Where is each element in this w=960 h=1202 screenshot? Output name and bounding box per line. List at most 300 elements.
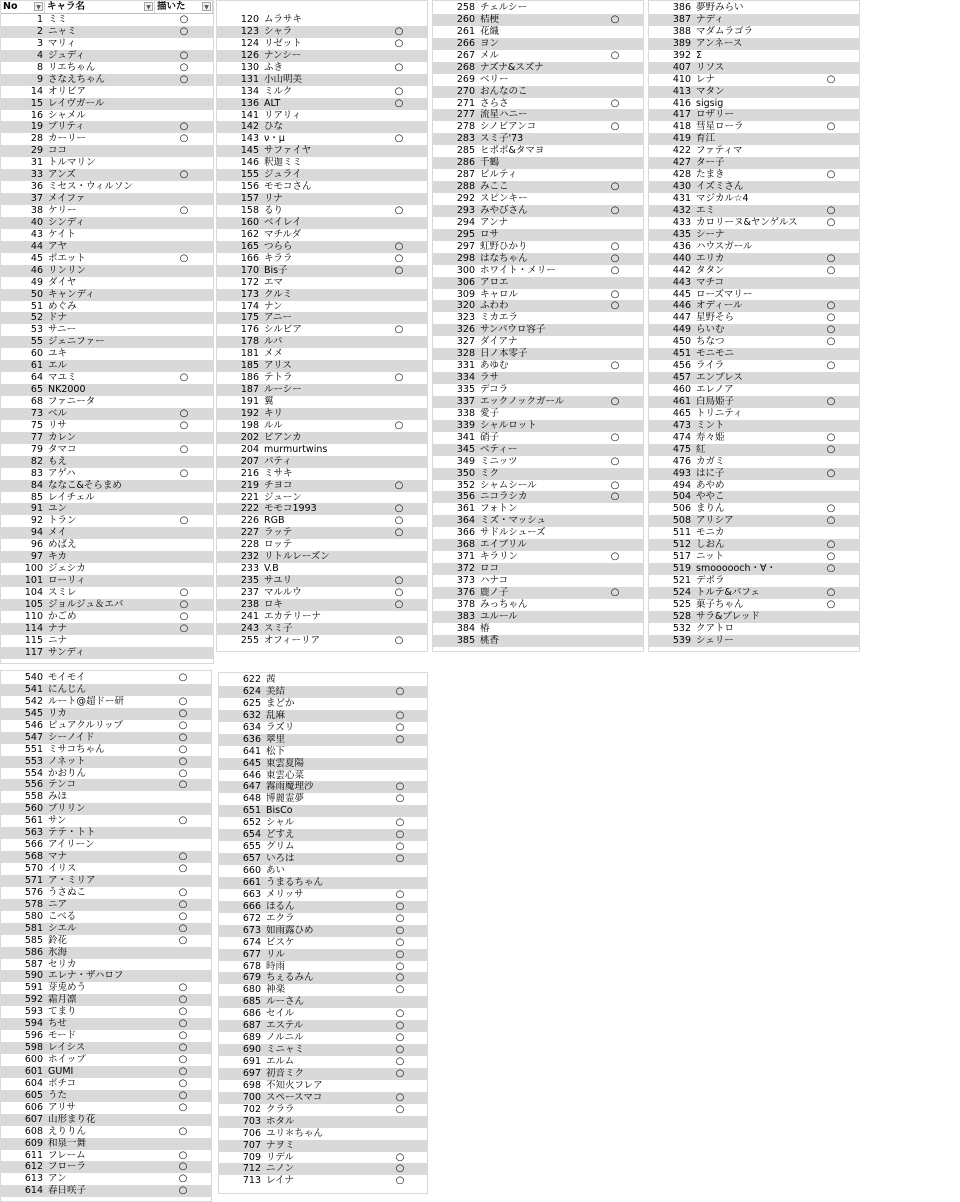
drawn-cell[interactable]	[803, 157, 859, 169]
no-cell[interactable]: 323	[456, 312, 475, 324]
no-cell[interactable]: 703	[242, 1115, 261, 1127]
drawn-cell[interactable]: ○	[395, 1163, 405, 1175]
no-cell[interactable]: 607	[24, 1113, 43, 1125]
name-cell[interactable]: ハウスガール	[696, 240, 753, 252]
name-cell[interactable]: murmurtwins	[264, 443, 328, 455]
table-row[interactable]	[433, 98, 643, 110]
no-cell[interactable]: 241	[240, 610, 259, 622]
table-row[interactable]	[217, 480, 427, 492]
name-cell[interactable]: クララ	[266, 1103, 295, 1115]
no-cell[interactable]: 174	[240, 300, 259, 312]
name-cell[interactable]: いろは	[266, 853, 295, 865]
table-row[interactable]	[219, 829, 427, 841]
name-cell[interactable]: エステル	[266, 1020, 304, 1032]
drawn-cell[interactable]	[155, 265, 213, 277]
name-cell[interactable]: ファニータ	[48, 396, 96, 407]
name-cell[interactable]: ベイレイ	[264, 216, 302, 228]
table-row[interactable]	[1, 312, 213, 324]
table-row[interactable]	[219, 1116, 427, 1128]
drawn-cell[interactable]: ○	[395, 721, 405, 733]
drawn-cell[interactable]: ○	[395, 900, 405, 912]
table-row[interactable]	[433, 74, 643, 86]
table-row[interactable]	[433, 217, 643, 229]
drawn-cell[interactable]: ○	[178, 886, 188, 898]
name-cell[interactable]: シーナ	[696, 228, 725, 240]
name-cell[interactable]: ほるん	[266, 900, 295, 912]
drawn-cell[interactable]	[587, 74, 643, 86]
no-cell[interactable]: 227	[240, 527, 259, 539]
table-row[interactable]	[1, 1102, 211, 1114]
name-cell[interactable]: にんじん	[48, 683, 87, 695]
drawn-cell[interactable]: ○	[394, 85, 404, 97]
name-cell[interactable]: 椿	[480, 622, 490, 634]
table-row[interactable]	[649, 145, 859, 157]
no-cell[interactable]: 261	[456, 25, 475, 37]
drawn-cell[interactable]	[371, 408, 427, 420]
table-row[interactable]	[649, 312, 859, 324]
drawn-cell[interactable]: ○	[826, 515, 836, 527]
table-row[interactable]	[219, 1080, 427, 1092]
name-cell[interactable]: パティ	[264, 455, 292, 467]
no-cell[interactable]: 511	[672, 527, 691, 539]
drawn-cell[interactable]: ○	[179, 14, 189, 25]
no-cell[interactable]: 202	[240, 431, 259, 443]
drawn-cell[interactable]	[155, 312, 213, 324]
no-cell[interactable]: 475	[672, 443, 691, 455]
no-cell[interactable]: 435	[672, 228, 691, 240]
drawn-cell[interactable]: ○	[610, 300, 620, 312]
table-row[interactable]	[217, 98, 427, 110]
no-cell[interactable]: 660	[242, 865, 261, 876]
drawn-cell[interactable]: ○	[395, 984, 405, 996]
no-cell[interactable]: 361	[456, 503, 475, 515]
name-cell[interactable]: ムラサキ	[264, 14, 303, 25]
drawn-cell[interactable]	[587, 372, 643, 384]
drawn-cell[interactable]	[803, 372, 859, 384]
no-cell[interactable]: 285	[456, 145, 475, 157]
no-cell[interactable]: 712	[242, 1163, 261, 1175]
no-cell[interactable]: 82	[30, 455, 43, 467]
no-cell[interactable]: 146	[240, 157, 259, 169]
no-cell[interactable]: 134	[240, 85, 259, 97]
drawn-cell[interactable]	[587, 169, 643, 181]
drawn-cell[interactable]	[803, 384, 859, 396]
drawn-cell[interactable]	[587, 575, 643, 587]
table-row[interactable]	[217, 241, 427, 253]
table-row[interactable]	[219, 1032, 427, 1044]
name-cell[interactable]: オフィーリア	[264, 634, 320, 646]
drawn-column-header[interactable]	[155, 1, 213, 13]
name-cell[interactable]: レイヴガール	[48, 97, 105, 109]
no-cell[interactable]: 19	[30, 121, 43, 133]
drawn-cell[interactable]: ○	[610, 479, 620, 491]
drawn-cell[interactable]	[155, 38, 213, 50]
no-cell[interactable]: 298	[456, 252, 475, 264]
name-cell[interactable]: 茜	[266, 674, 276, 685]
name-cell[interactable]: マチルダ	[264, 228, 302, 240]
drawn-cell[interactable]: ○	[178, 767, 188, 779]
table-row[interactable]	[1, 899, 211, 911]
table-row[interactable]	[433, 121, 643, 133]
drawn-cell[interactable]	[155, 635, 213, 647]
table-row[interactable]	[1, 444, 213, 456]
table-row[interactable]	[1, 14, 213, 26]
no-cell[interactable]: 136	[240, 97, 259, 109]
no-cell[interactable]: 541	[24, 683, 43, 695]
filter-dropdown-icon[interactable]: ▼	[34, 2, 43, 11]
table-row[interactable]	[1, 98, 213, 110]
drawn-cell[interactable]	[587, 229, 643, 241]
name-cell[interactable]: 初音ミク	[266, 1067, 305, 1079]
no-cell[interactable]: 268	[456, 61, 475, 73]
filter-dropdown-icon[interactable]: ▼	[202, 2, 211, 11]
drawn-cell[interactable]: ○	[394, 515, 404, 527]
name-cell[interactable]: 鹿ノ子	[480, 586, 509, 598]
drawn-cell[interactable]	[373, 770, 427, 782]
no-cell[interactable]: 373	[456, 575, 475, 586]
no-cell[interactable]: 173	[240, 288, 259, 300]
name-cell[interactable]: サン	[48, 815, 67, 827]
name-cell[interactable]: ア・ミリア	[48, 874, 96, 886]
name-cell[interactable]: ヒポポ&タマヨ	[480, 145, 545, 157]
table-row[interactable]	[219, 686, 427, 698]
name-cell[interactable]: 翠里	[266, 733, 286, 745]
name-cell[interactable]: テテ・トト	[48, 827, 96, 839]
table-row[interactable]	[217, 289, 427, 301]
drawn-cell[interactable]: ○	[178, 1089, 188, 1101]
drawn-cell[interactable]: ○	[394, 61, 404, 73]
no-cell[interactable]: 417	[672, 109, 691, 121]
drawn-cell[interactable]: ○	[394, 37, 404, 49]
name-cell[interactable]: エカテリーナ	[264, 610, 322, 622]
no-cell[interactable]: 320	[456, 300, 475, 312]
name-cell[interactable]: ホワイト・メリー	[480, 264, 556, 276]
drawn-cell[interactable]	[155, 970, 211, 982]
drawn-cell[interactable]	[155, 157, 213, 169]
no-cell[interactable]: 181	[240, 348, 259, 360]
no-cell[interactable]: 166	[240, 252, 259, 264]
no-cell[interactable]: 598	[24, 1042, 43, 1054]
name-cell[interactable]: モニカ	[696, 527, 725, 539]
name-cell[interactable]: ななこ&そらまめ	[48, 479, 122, 491]
name-cell[interactable]: エルム	[266, 1056, 295, 1067]
name-cell[interactable]: 夢野みらい	[696, 2, 744, 13]
no-cell[interactable]: 115	[24, 634, 43, 646]
table-row[interactable]	[1, 1138, 211, 1150]
drawn-cell[interactable]	[371, 623, 427, 635]
table-row[interactable]	[649, 229, 859, 241]
drawn-cell[interactable]: ○	[178, 898, 188, 910]
drawn-cell[interactable]: ○	[178, 1149, 188, 1161]
drawn-cell[interactable]	[803, 277, 859, 289]
table-row[interactable]	[433, 635, 643, 647]
name-cell[interactable]: ライラ	[696, 360, 725, 372]
no-cell[interactable]: 328	[456, 348, 475, 360]
no-cell[interactable]: 91	[30, 503, 43, 515]
drawn-cell[interactable]	[803, 26, 859, 38]
table-row[interactable]	[433, 193, 643, 205]
name-cell[interactable]: スミレ	[48, 587, 77, 598]
name-cell[interactable]: ジュライ	[264, 169, 302, 181]
drawn-cell[interactable]: ○	[394, 240, 404, 252]
name-cell[interactable]: ニット	[696, 551, 725, 563]
table-row[interactable]	[1, 1030, 211, 1042]
drawn-cell[interactable]: ○	[178, 863, 188, 874]
name-cell[interactable]: ビスケ	[266, 936, 295, 948]
table-row[interactable]	[649, 384, 859, 396]
table-row[interactable]	[649, 109, 859, 121]
drawn-cell[interactable]	[371, 74, 427, 86]
drawn-cell[interactable]: ○	[610, 97, 620, 109]
table-row[interactable]	[219, 841, 427, 853]
name-cell[interactable]: ユン	[48, 503, 68, 515]
name-cell[interactable]: キャンディ	[48, 288, 95, 300]
name-cell[interactable]: ミサコちゃん	[48, 743, 105, 755]
no-cell[interactable]: 145	[240, 145, 259, 157]
table-row[interactable]	[433, 169, 643, 181]
drawn-cell[interactable]: ○	[178, 1065, 188, 1077]
name-cell[interactable]: 神楽	[266, 984, 286, 996]
table-row[interactable]	[1, 1090, 211, 1102]
drawn-cell[interactable]: ○	[394, 264, 404, 276]
table-row[interactable]	[1, 1126, 211, 1138]
no-cell[interactable]: 228	[240, 539, 259, 551]
table-row[interactable]	[219, 1140, 427, 1152]
drawn-cell[interactable]: ○	[179, 133, 189, 145]
no-cell[interactable]: 143	[240, 133, 259, 145]
table-row[interactable]	[1, 86, 213, 98]
name-cell[interactable]: トラン	[48, 515, 77, 527]
drawn-cell[interactable]: ○	[178, 1077, 188, 1089]
no-cell[interactable]: 38	[30, 205, 43, 216]
table-row[interactable]	[219, 758, 427, 770]
no-cell[interactable]: 300	[456, 264, 475, 276]
table-row[interactable]	[1, 62, 213, 74]
drawn-cell[interactable]: ○	[395, 912, 405, 924]
drawn-cell[interactable]	[371, 360, 427, 372]
drawn-cell[interactable]	[373, 1140, 427, 1152]
table-row[interactable]	[649, 62, 859, 74]
name-cell[interactable]: ローズマリー	[696, 288, 753, 300]
table-row[interactable]	[219, 972, 427, 984]
no-cell[interactable]: 288	[456, 181, 475, 193]
no-cell[interactable]: 532	[672, 622, 691, 634]
drawn-cell[interactable]	[155, 527, 213, 539]
drawn-cell[interactable]: ○	[179, 73, 189, 85]
table-row[interactable]	[649, 444, 859, 456]
no-cell[interactable]: 691	[242, 1056, 261, 1067]
no-cell[interactable]: 52	[30, 312, 43, 324]
name-cell[interactable]: つらら	[264, 240, 293, 252]
no-cell[interactable]: 652	[242, 817, 261, 829]
drawn-cell[interactable]	[587, 2, 643, 14]
name-cell[interactable]: フローラ	[48, 1161, 87, 1173]
name-cell[interactable]: メイファ	[48, 193, 86, 205]
no-cell[interactable]: 376	[456, 586, 475, 598]
table-row[interactable]	[217, 336, 427, 348]
no-cell[interactable]: 68	[30, 396, 43, 407]
name-cell[interactable]: テンコ	[48, 779, 77, 791]
no-cell[interactable]: 570	[24, 863, 43, 874]
table-row[interactable]	[1, 623, 213, 635]
name-cell[interactable]: smoooooch・∀・	[696, 563, 777, 575]
table-row[interactable]	[217, 515, 427, 527]
name-cell[interactable]: マルルウ	[264, 587, 302, 598]
drawn-cell[interactable]	[803, 38, 859, 50]
name-cell[interactable]: みここ	[480, 181, 509, 193]
name-cell[interactable]: はに子	[696, 467, 725, 479]
drawn-cell[interactable]	[155, 456, 213, 468]
table-row[interactable]	[1, 1054, 211, 1066]
no-cell[interactable]: 493	[672, 467, 691, 479]
name-cell[interactable]: ホタル	[266, 1115, 295, 1127]
no-cell[interactable]: 554	[24, 767, 43, 779]
drawn-cell[interactable]: ○	[826, 169, 836, 181]
table-row[interactable]	[1, 348, 213, 360]
drawn-cell[interactable]: ○	[178, 707, 188, 719]
table-row[interactable]	[649, 551, 859, 563]
name-cell[interactable]: ふき	[264, 61, 284, 73]
table-row[interactable]	[1, 563, 213, 575]
no-cell[interactable]: 226	[240, 515, 259, 527]
drawn-cell[interactable]: ○	[179, 598, 189, 610]
name-cell[interactable]: ファティマ	[696, 145, 743, 157]
name-cell[interactable]: 千鶴	[480, 157, 500, 169]
table-row[interactable]	[217, 301, 427, 313]
drawn-cell[interactable]: ○	[395, 1020, 405, 1032]
table-row[interactable]	[1, 372, 213, 384]
name-cell[interactable]: ν・μ	[264, 133, 285, 145]
no-cell[interactable]: 341	[456, 431, 475, 443]
drawn-cell[interactable]	[155, 1138, 211, 1150]
name-cell[interactable]: エンプレス	[696, 372, 743, 384]
table-row[interactable]	[1, 121, 213, 133]
drawn-cell[interactable]	[803, 181, 859, 193]
name-cell[interactable]: 霜月凛	[48, 994, 77, 1006]
no-cell[interactable]: 636	[242, 733, 261, 745]
drawn-cell[interactable]	[155, 503, 213, 515]
no-cell[interactable]: 433	[672, 216, 691, 228]
no-cell[interactable]: 445	[672, 288, 691, 300]
drawn-cell[interactable]	[155, 839, 211, 851]
no-cell[interactable]: 222	[240, 503, 259, 515]
drawn-cell[interactable]: ○	[395, 781, 405, 793]
table-row[interactable]	[649, 527, 859, 539]
table-row[interactable]	[433, 253, 643, 265]
drawn-cell[interactable]	[371, 217, 427, 229]
no-cell[interactable]: 474	[672, 431, 691, 443]
table-row[interactable]	[1, 492, 213, 504]
name-cell[interactable]: しおん	[696, 539, 725, 551]
no-cell[interactable]: 44	[30, 240, 43, 252]
no-cell[interactable]: 221	[240, 491, 259, 503]
name-cell[interactable]: ココ	[48, 145, 68, 157]
name-cell[interactable]: モモコ1993	[264, 503, 317, 515]
no-cell[interactable]: 258	[456, 2, 475, 13]
drawn-cell[interactable]: ○	[394, 25, 404, 37]
table-row[interactable]	[433, 14, 643, 26]
table-row[interactable]	[1, 38, 213, 50]
table-row[interactable]	[433, 145, 643, 157]
table-row[interactable]	[649, 348, 859, 360]
no-cell[interactable]: 157	[240, 193, 259, 205]
table-row[interactable]	[433, 396, 643, 408]
drawn-cell[interactable]: ○	[826, 467, 836, 479]
drawn-cell[interactable]	[155, 803, 211, 815]
name-cell[interactable]: ビルティ	[480, 169, 518, 181]
no-cell[interactable]: 568	[24, 851, 43, 863]
name-cell[interactable]: ラズリ	[266, 721, 295, 733]
table-row[interactable]	[217, 372, 427, 384]
drawn-cell[interactable]: ○	[395, 1056, 405, 1067]
name-cell[interactable]: 寿々姫	[696, 431, 725, 443]
no-cell[interactable]: 698	[242, 1079, 261, 1091]
no-cell[interactable]: 14	[30, 85, 43, 97]
name-cell[interactable]: ジューン	[264, 491, 302, 503]
table-row[interactable]	[1, 50, 213, 62]
table-row[interactable]	[1, 1018, 211, 1030]
no-cell[interactable]: 713	[242, 1175, 261, 1187]
table-row[interactable]	[433, 62, 643, 74]
no-cell[interactable]: 120	[240, 14, 259, 25]
drawn-cell[interactable]: ○	[178, 1042, 188, 1054]
table-row[interactable]	[219, 746, 427, 758]
name-cell[interactable]: マダムラゴラ	[696, 25, 754, 37]
drawn-cell[interactable]	[803, 289, 859, 301]
drawn-cell[interactable]: ○	[610, 13, 620, 25]
drawn-cell[interactable]	[155, 539, 213, 551]
table-row[interactable]	[217, 121, 427, 133]
table-row[interactable]	[433, 38, 643, 50]
name-cell[interactable]: ミセス・ウィルソン	[48, 181, 133, 193]
name-cell[interactable]: ノネット	[48, 755, 86, 767]
table-row[interactable]	[217, 384, 427, 396]
drawn-cell[interactable]: ○	[395, 829, 405, 841]
drawn-cell[interactable]: ○	[179, 443, 189, 455]
no-cell[interactable]: 176	[240, 324, 259, 336]
drawn-cell[interactable]: ○	[394, 479, 404, 491]
table-row[interactable]	[433, 611, 643, 623]
drawn-cell[interactable]: ○	[395, 972, 405, 984]
drawn-cell[interactable]: ○	[610, 395, 620, 407]
no-cell[interactable]: 677	[242, 948, 261, 960]
no-cell[interactable]: 689	[242, 1032, 261, 1044]
name-cell[interactable]: リナ	[264, 193, 283, 205]
table-row[interactable]	[219, 1152, 427, 1164]
drawn-cell[interactable]	[587, 38, 643, 50]
name-cell[interactable]: こべる	[48, 910, 77, 922]
table-row[interactable]	[433, 324, 643, 336]
name-cell[interactable]: 氷海	[48, 946, 68, 958]
table-row[interactable]	[433, 551, 643, 563]
name-cell[interactable]: ユリ＊ちゃん	[266, 1127, 324, 1139]
table-row[interactable]	[649, 38, 859, 50]
name-cell[interactable]: うた	[48, 1089, 68, 1101]
table-row[interactable]	[1, 672, 211, 684]
drawn-cell[interactable]	[371, 396, 427, 408]
table-row[interactable]	[649, 372, 859, 384]
drawn-cell[interactable]	[155, 336, 213, 348]
drawn-cell[interactable]: ○	[178, 672, 188, 683]
name-cell[interactable]: モニモニ	[696, 348, 735, 360]
table-row[interactable]	[217, 145, 427, 157]
no-cell[interactable]: 130	[240, 61, 259, 73]
drawn-cell[interactable]	[803, 133, 859, 145]
name-cell[interactable]: うまるちゃん	[266, 876, 324, 888]
table-row[interactable]	[217, 50, 427, 62]
drawn-cell[interactable]	[371, 289, 427, 301]
table-row[interactable]	[433, 348, 643, 360]
